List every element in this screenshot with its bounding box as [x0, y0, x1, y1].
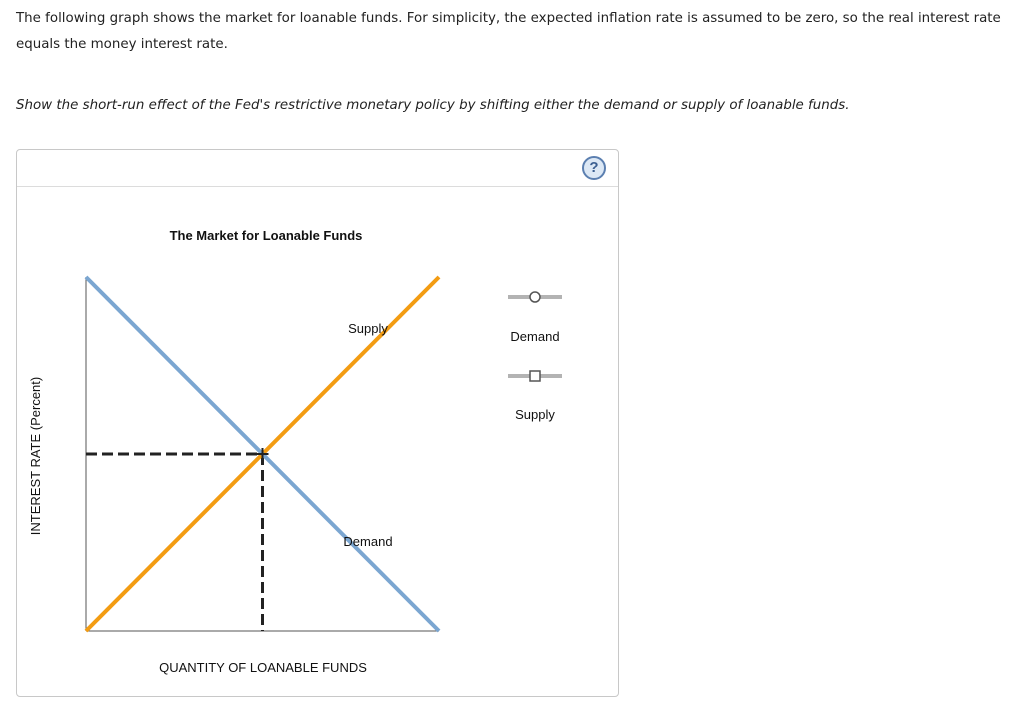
legend-demand-label: Demand	[510, 329, 560, 344]
loanable-funds-graph	[17, 150, 620, 698]
graph-panel	[16, 149, 619, 697]
supply-curve-label: Supply	[348, 321, 388, 336]
demand-tool-circle-icon	[530, 292, 540, 302]
legend-supply-tool[interactable]	[508, 371, 562, 422]
demand-curve-label: Demand	[343, 534, 393, 549]
question-instruction-text: Show the short-run effect of the Fed's restrictive monetary policy by shifting either the demand or supply of loanable funds.	[16, 98, 850, 113]
legend-demand-tool[interactable]	[508, 292, 562, 344]
legend-supply-label: Supply	[515, 407, 555, 422]
y-axis-label: INTEREST RATE (Percent)	[28, 376, 43, 536]
supply-tool-square-icon	[530, 371, 540, 381]
question-intro-text: The following graph shows the market for loanable funds. For simplicity, the expected inflation rate is assumed to be zero, so the real interest rate equals the money interest rate.	[16, 11, 1001, 52]
chart-title: The Market for Loanable Funds	[169, 228, 363, 243]
x-axis-label: QUANTITY OF LOANABLE FUNDS	[159, 660, 367, 675]
help-icon[interactable]: ?	[582, 156, 606, 180]
